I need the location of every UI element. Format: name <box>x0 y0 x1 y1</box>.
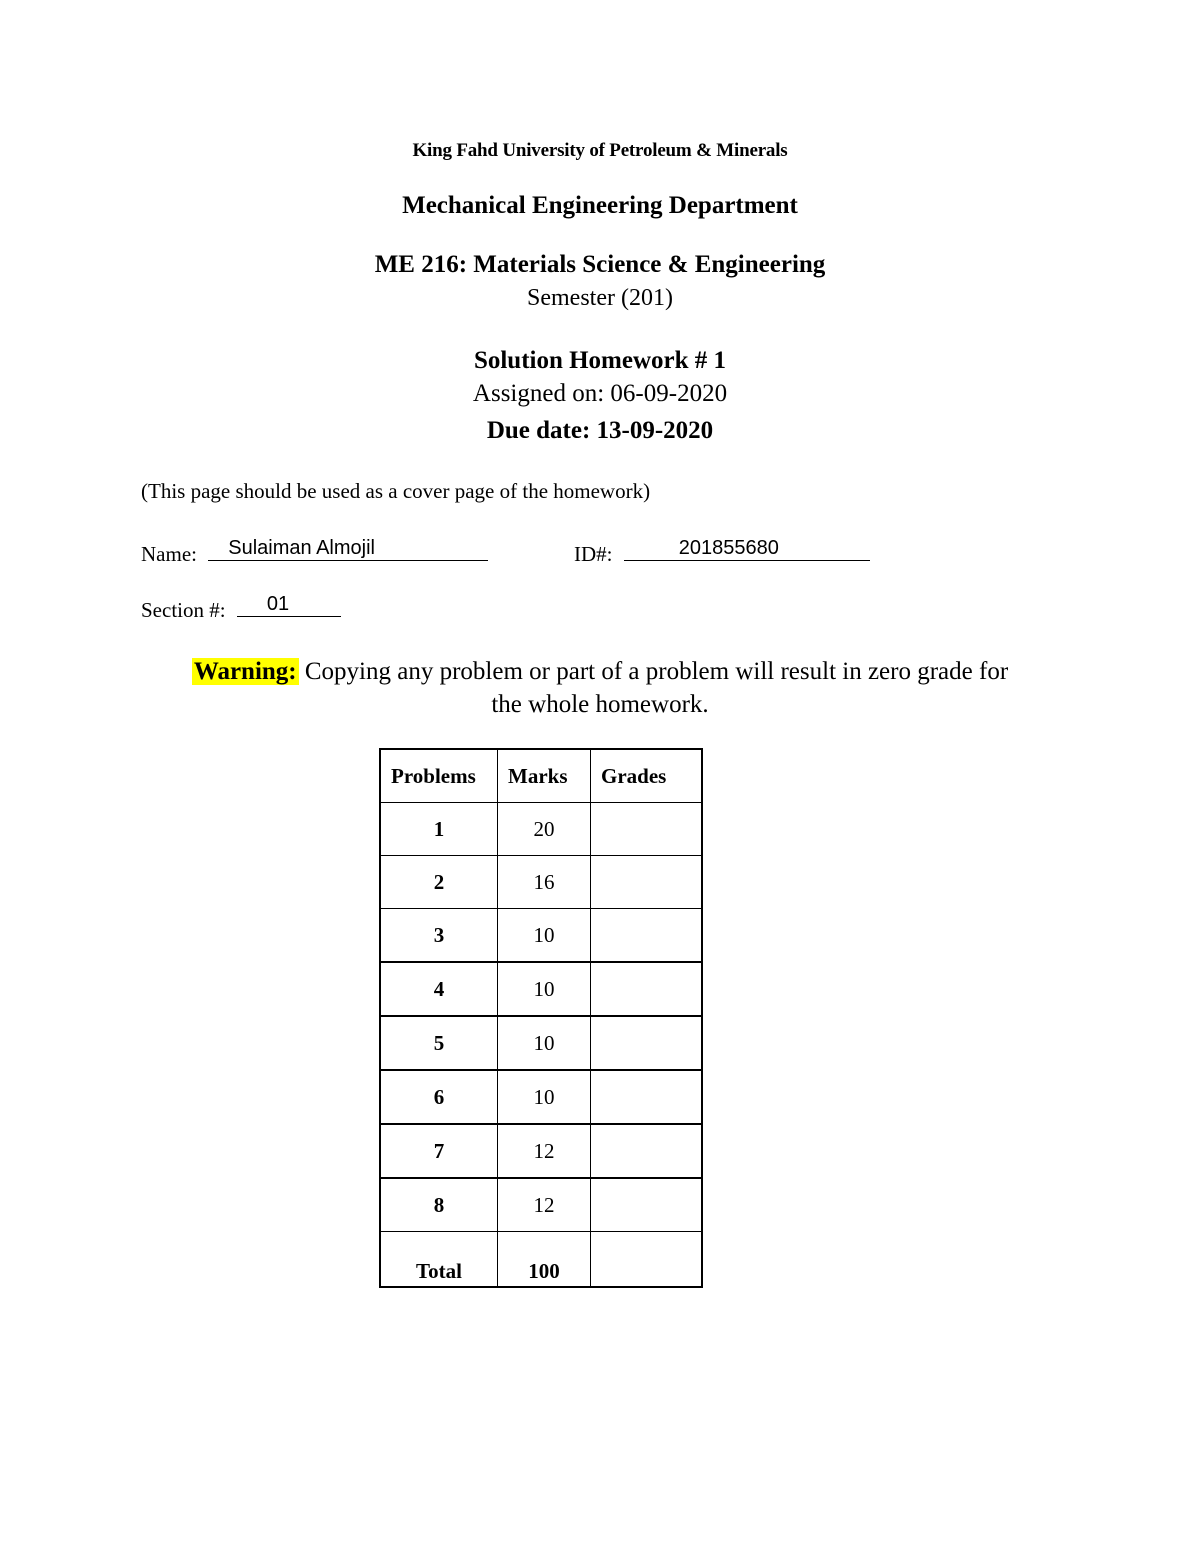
semester: Semester (201) <box>527 285 673 311</box>
problem-grade[interactable] <box>591 909 703 963</box>
cover-page-note: (This page should be used as a cover page of the homework) <box>141 479 651 503</box>
warning-text: Copying any problem or part of a problem will result in zero grade for <box>298 658 1009 685</box>
table-row <box>380 1178 702 1232</box>
table-row <box>380 1070 702 1124</box>
total-label: Total <box>380 1232 498 1288</box>
problem-number: 1 <box>380 803 498 856</box>
problem-number: 3 <box>380 909 498 963</box>
problem-grade[interactable] <box>591 962 703 1016</box>
problem-marks: 10 <box>498 1016 591 1070</box>
total-marks: 100 <box>498 1232 591 1288</box>
header-problems: Problems <box>380 749 498 803</box>
header-grades: Grades <box>591 749 703 803</box>
id-input[interactable] <box>624 538 870 561</box>
warning-line-2: the whole homework. <box>491 691 709 718</box>
problem-grade[interactable] <box>591 1178 703 1232</box>
problem-grade[interactable] <box>591 1124 703 1178</box>
total-row <box>380 1232 702 1288</box>
problem-grade[interactable] <box>591 856 703 909</box>
warning-line-1 <box>0 658 1200 686</box>
problem-marks: 20 <box>498 803 591 856</box>
problem-number: 5 <box>380 1016 498 1070</box>
university-name: King Fahd University of Petroleum & Minerals <box>412 140 788 161</box>
name-input[interactable] <box>208 538 488 561</box>
id-label: ID#: <box>574 542 613 566</box>
problem-number: 2 <box>380 856 498 909</box>
problem-number: 7 <box>380 1124 498 1178</box>
section-label: Section #: <box>141 598 226 622</box>
name-value: Sulaiman Almojil <box>228 537 375 559</box>
due-date: Due date: 13-09-2020 <box>486 417 714 444</box>
problem-marks: 16 <box>498 856 591 909</box>
department-name: Mechanical Engineering Department <box>402 192 798 219</box>
problem-marks: 12 <box>498 1178 591 1232</box>
total-grade[interactable] <box>591 1232 703 1288</box>
table-row <box>380 1016 702 1070</box>
problem-number: 4 <box>380 962 498 1016</box>
table-header-row <box>380 749 702 803</box>
homework-title: Solution Homework # 1 <box>473 347 727 374</box>
problem-marks: 10 <box>498 1070 591 1124</box>
problem-marks: 10 <box>498 962 591 1016</box>
problem-marks: 10 <box>498 909 591 963</box>
problem-marks: 12 <box>498 1124 591 1178</box>
table-row <box>380 803 702 856</box>
table-row <box>380 856 702 909</box>
problem-grade[interactable] <box>591 803 703 856</box>
header-marks: Marks <box>498 749 591 803</box>
name-label: Name: <box>141 542 197 566</box>
problem-grade[interactable] <box>591 1016 703 1070</box>
assigned-date: Assigned on: 06-09-2020 <box>472 380 728 407</box>
grades-table <box>379 748 703 1288</box>
section-input[interactable] <box>237 594 341 617</box>
course-title: ME 216: Materials Science & Engineering <box>374 251 826 278</box>
table-row <box>380 962 702 1016</box>
table-row <box>380 909 702 963</box>
warning-label: Warning: <box>193 658 297 685</box>
problem-number: 8 <box>380 1178 498 1232</box>
id-field <box>574 538 870 567</box>
id-value: 201855680 <box>678 537 779 559</box>
problem-number: 6 <box>380 1070 498 1124</box>
table-row <box>380 1124 702 1178</box>
section-value: 01 <box>266 593 290 615</box>
name-field <box>141 538 488 567</box>
section-field <box>141 594 341 623</box>
problem-grade[interactable] <box>591 1070 703 1124</box>
